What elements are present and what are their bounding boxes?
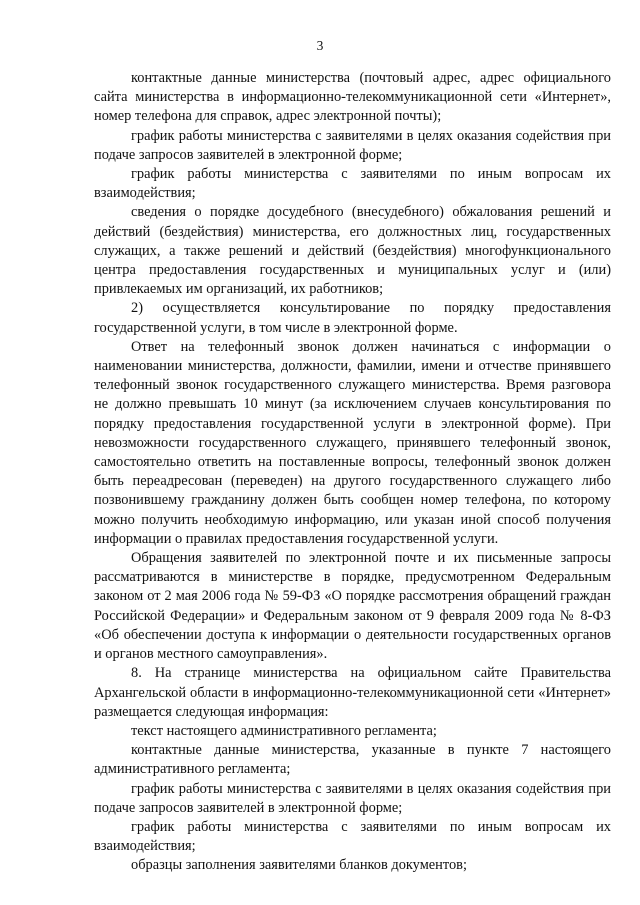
paragraph-contact-item-7: контактные данные министерства, указанные в пункте 7 настоящего административного регламента; (94, 742, 611, 778)
paragraph-other-schedule-2: график работы министерства с заявителями по иным вопросам их взаимодействия; (94, 818, 611, 855)
page-number: 3 (316, 38, 324, 53)
paragraph-other-schedule: график работы министерства с заявителями по иным вопросам их взаимодействия; (94, 166, 611, 202)
paragraph-appeal-procedure: сведения о порядке досудебного (внесудебного) обжалования решений и действий (бездействия) министерства, его должностных лиц, государственных служащих, а также решений и действий (бездействия) многофункционального центра предоставления государственных и муниципальных услуг и (или) привлекаемых им организаций, их работников; (94, 204, 611, 298)
paragraph-form-samples: образцы заполнения заявителями бланков документов; (131, 857, 467, 874)
paragraph-regulation-text: текст настоящего административного регламента; (131, 722, 437, 739)
paragraph-contact-details: контактные данные министерства (почтовый адрес, адрес официального сайта министерства в информационно-телекоммуникационной сети «Интернет», номер телефона для справок, адрес электронной почты); (94, 70, 611, 125)
paragraph-electronic-schedule: график работы министерства с заявителями в целях оказания содействия при подаче запросов заявителей в электронной форме; (94, 127, 611, 163)
paragraph-email-requests: Обращения заявителей по электронной почте и их письменные запросы рассматриваются в министерстве в порядке, предусмотренном Федеральным законом от 2 мая 2006 года № 59-ФЗ «О порядке рассмотрения обращений граждан Российской Федерации» и Федеральным законом от 9 февраля 2009 года № 8-ФЗ «Об обеспечении доступа к информации о деятельности государственных органов и органов местного самоуправления». (94, 550, 611, 663)
paragraph-section-8: 8. На странице министерства на официальном сайте Правительства Архангельской области в информационно-телекоммуникационной сети «Интернет» размещается следующая информация: (94, 665, 611, 720)
document-body (94, 69, 611, 876)
paragraph-phone-answer: Ответ на телефонный звонок должен начинаться с информации о наименовании министерства, должности, фамилии, имени и отчестве принявшего телефонный звонок государственного служащего министерства. Время разговора не должно превышать 10 минут (за исключением случаев консультирования по порядку предоставления государственной услуги в электронной форме). При невозможности государственного служащего, принявшего телефонный звонок, самостоятельно ответить на поставленные вопросы, телефонный звонок должен быть переадресован (переведен) на другого государственного служащего либо позвонившему гражданину должен быть сообщен номер телефона, по которому можно получить необходимую информацию, или указан иной способ получения информации о правилах предоставления государственной услуги. (94, 338, 611, 547)
paragraph-electronic-schedule-2: график работы министерства с заявителями в целях оказания содействия при подаче запросов заявителей в электронной форме; (94, 780, 611, 816)
paragraph-consulting: 2) осуществляется консультирование по порядку предоставления государственной услуги, в том числе в электронной форме. (94, 300, 611, 336)
